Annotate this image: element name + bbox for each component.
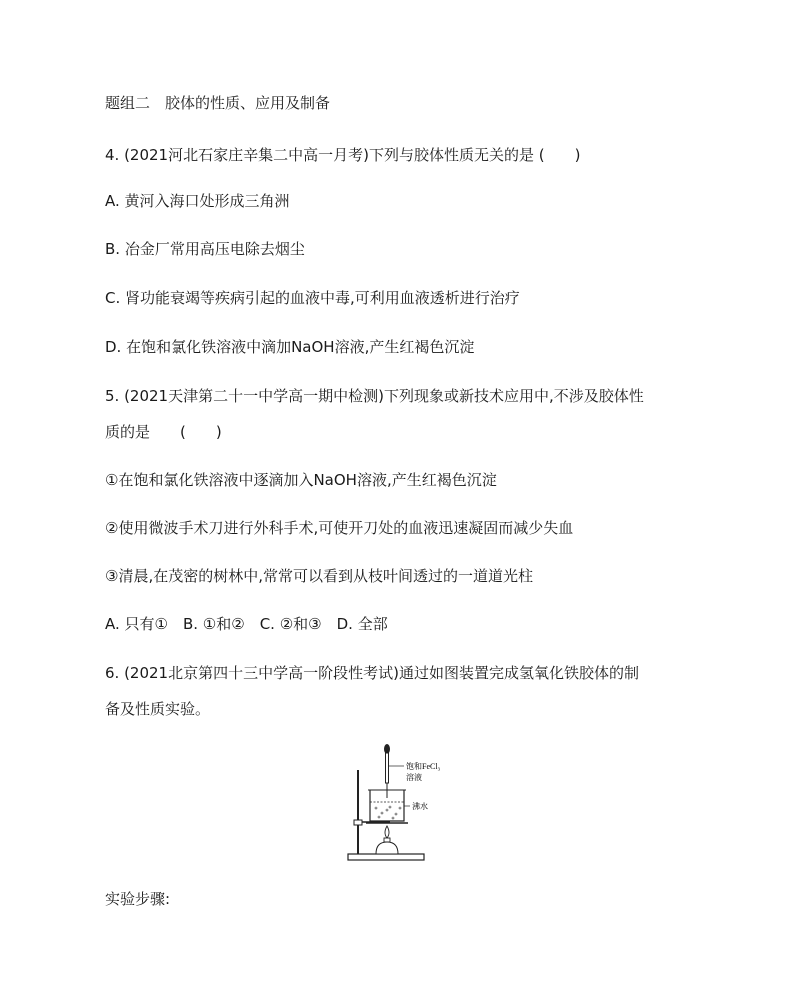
question-5-stem-line-2: 质的是 ( ) [105, 423, 222, 441]
question-5-item-3: ③清晨,在茂密的树林中,常常可以看到从枝叶间透过的一道道光柱 [105, 567, 533, 585]
flame [385, 826, 389, 838]
dropper-tube [386, 753, 389, 783]
question-6-stem-line-1: 6. (2021北京第四十三中学高一阶段性考试)通过如图装置完成氢氧化铁胶体的制 [105, 664, 639, 682]
question-4-option-a: A. 黄河入海口处形成三角洲 [105, 192, 290, 210]
lamp-neck [384, 838, 390, 842]
question-5-stem-line-1: 5. (2021天津第二十一中学高一期中检测)下列现象或新技术应用中,不涉及胶体性 [105, 387, 644, 405]
apparatus-figure [340, 738, 460, 866]
question-4-option-c: C. 肾功能衰竭等疾病引起的血液中毒,可利用血液透析进行治疗 [105, 289, 520, 307]
question-4-option-d: D. 在饱和氯化铁溶液中滴加NaOH溶液,产生红褐色沉淀 [105, 338, 475, 356]
experiment-steps-heading: 实验步骤: [105, 890, 171, 908]
label-fecl3-line1: 饱和FeCl₃ [406, 762, 441, 771]
section-title: 题组二 胶体的性质、应用及制备 [105, 94, 331, 112]
apparatus-diagram [340, 738, 460, 866]
question-6-stem-line-2: 备及性质实验。 [105, 700, 211, 718]
question-4-option-b: B. 冶金厂常用高压电除去烟尘 [105, 240, 305, 258]
bubbles [375, 806, 401, 819]
question-5-item-1: ①在饱和氯化铁溶液中逐滴加入NaOH溶液,产生红褐色沉淀 [105, 471, 497, 489]
question-5-item-2: ②使用微波手术刀进行外科手术,可使开刀处的血液迅速凝固而减少失血 [105, 519, 574, 537]
stand-base [348, 854, 424, 860]
label-boiling-water: 沸水 [412, 802, 428, 811]
label-fecl3-line2: 溶液 [406, 773, 422, 782]
question-4-stem: 4. (2021河北石家庄辛集二中高一月考)下列与胶体性质无关的是 ( ) [105, 146, 581, 164]
question-5-options: A. 只有① B. ①和② C. ②和③ D. 全部 [105, 615, 388, 633]
alcohol-lamp [376, 842, 398, 854]
clamp [354, 820, 362, 825]
